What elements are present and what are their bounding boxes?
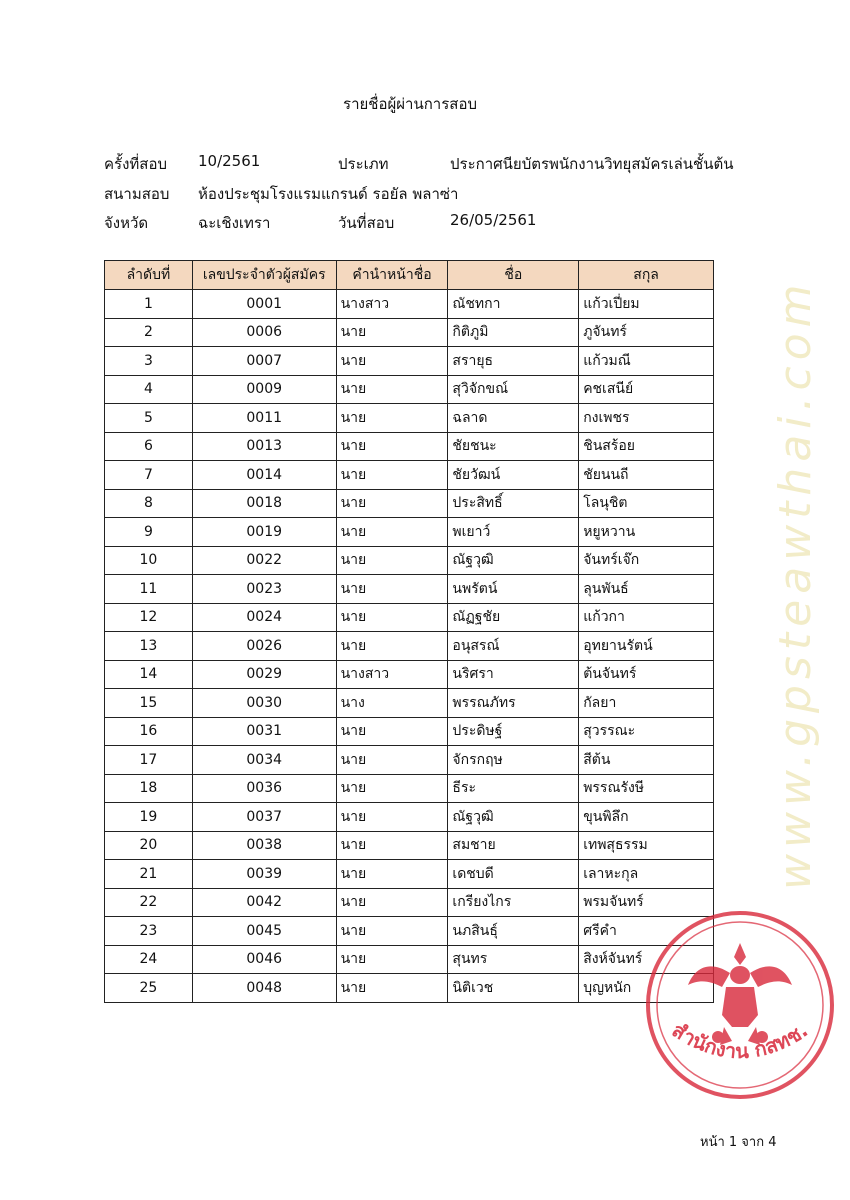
row-number-cell: 1	[105, 290, 193, 319]
first-name-cell: ชัยวัฒน์	[448, 461, 579, 490]
row-number-cell: 19	[105, 803, 193, 832]
name-prefix-cell: นาย	[336, 717, 448, 746]
applicant-id-cell: 0038	[192, 831, 336, 860]
table-row	[105, 831, 714, 860]
name-prefix-cell: นาย	[336, 603, 448, 632]
applicant-id-cell: 0048	[192, 974, 336, 1003]
last-name-cell: กัลยา	[579, 689, 714, 718]
name-prefix-cell: นาย	[336, 831, 448, 860]
table-row	[105, 461, 714, 490]
header-order: ลำดับที่	[105, 261, 193, 290]
applicant-id-cell: 0030	[192, 689, 336, 718]
name-prefix-cell: นางสาว	[336, 290, 448, 319]
last-name-cell: ภูจันทร์	[579, 318, 714, 347]
table-row	[105, 860, 714, 889]
last-name-cell: สุวรรณะ	[579, 717, 714, 746]
stamp-text: สำนักงาน กสทช.	[667, 1017, 813, 1064]
name-prefix-cell: นาย	[336, 774, 448, 803]
row-number-cell: 25	[105, 974, 193, 1003]
table-row	[105, 945, 714, 974]
nbtc-seal-stamp	[640, 905, 840, 1105]
row-number-cell: 16	[105, 717, 193, 746]
table-row	[105, 432, 714, 461]
last-name-cell: หยูหวาน	[579, 518, 714, 547]
table-row	[105, 917, 714, 946]
last-name-cell: คชเสนีย์	[579, 375, 714, 404]
applicant-id-cell: 0009	[192, 375, 336, 404]
first-name-cell: สรายุธ	[448, 347, 579, 376]
applicant-id-cell: 0046	[192, 945, 336, 974]
applicant-id-cell: 0011	[192, 404, 336, 433]
first-name-cell: พเยาว์	[448, 518, 579, 547]
name-prefix-cell: นาย	[336, 632, 448, 661]
last-name-cell: ลุนพันธ์	[579, 575, 714, 604]
last-name-cell: แก้วเปี่ยม	[579, 290, 714, 319]
table-row	[105, 404, 714, 433]
name-prefix-cell: นาย	[336, 974, 448, 1003]
applicant-id-cell: 0031	[192, 717, 336, 746]
name-prefix-cell: นาย	[336, 803, 448, 832]
table-row	[105, 546, 714, 575]
applicant-id-cell: 0019	[192, 518, 336, 547]
row-number-cell: 22	[105, 888, 193, 917]
row-number-cell: 6	[105, 432, 193, 461]
name-prefix-cell: นาย	[336, 546, 448, 575]
first-name-cell: สมชาย	[448, 831, 579, 860]
page-number: หน้า 1 จาก 4	[700, 1135, 777, 1150]
table-row	[105, 774, 714, 803]
first-name-cell: นริศรา	[448, 660, 579, 689]
first-name-cell: เดชบดี	[448, 860, 579, 889]
first-name-cell: อนุสรณ์	[448, 632, 579, 661]
row-number-cell: 10	[105, 546, 193, 575]
row-number-cell: 24	[105, 945, 193, 974]
row-number-cell: 11	[105, 575, 193, 604]
venue-value: ห้องประชุมโรงแรมแกรนด์ รอยัล พลาซ่า	[198, 185, 459, 203]
table-row	[105, 318, 714, 347]
first-name-cell: ประสิทธิ์	[448, 489, 579, 518]
garuda-emblem-icon	[688, 943, 792, 1045]
row-number-cell: 7	[105, 461, 193, 490]
last-name-cell: แก้วกา	[579, 603, 714, 632]
last-name-cell: พรมจันทร์	[579, 888, 714, 917]
table-row	[105, 689, 714, 718]
first-name-cell: นิติเวช	[448, 974, 579, 1003]
first-name-cell: นภสินธุ์	[448, 917, 579, 946]
first-name-cell: นพรัตน์	[448, 575, 579, 604]
name-prefix-cell: นาย	[336, 860, 448, 889]
applicant-id-cell: 0014	[192, 461, 336, 490]
type-label: ประเภท	[338, 155, 389, 173]
last-name-cell: ขุนพิลึก	[579, 803, 714, 832]
first-name-cell: ณัฏฐชัย	[448, 603, 579, 632]
name-prefix-cell: นาย	[336, 318, 448, 347]
row-number-cell: 18	[105, 774, 193, 803]
header-prefix: คำนำหน้าชื่อ	[336, 261, 448, 290]
last-name-cell: ต้นจันทร์	[579, 660, 714, 689]
applicant-id-cell: 0029	[192, 660, 336, 689]
type-value: ประกาศนียบัตรพนักงานวิทยุสมัครเล่นชั้นต้น	[450, 155, 734, 173]
last-name-cell: บุญหนัก	[579, 974, 714, 1003]
table-row	[105, 489, 714, 518]
date-value: 26/05/2561	[450, 211, 537, 229]
table-row	[105, 375, 714, 404]
table-row	[105, 347, 714, 376]
applicant-id-cell: 0023	[192, 575, 336, 604]
row-number-cell: 14	[105, 660, 193, 689]
applicant-id-cell: 0018	[192, 489, 336, 518]
row-number-cell: 15	[105, 689, 193, 718]
name-prefix-cell: นาย	[336, 575, 448, 604]
first-name-cell: ณัชทกา	[448, 290, 579, 319]
applicant-id-cell: 0013	[192, 432, 336, 461]
name-prefix-cell: นาย	[336, 347, 448, 376]
first-name-cell: ณัฐวุฒิ	[448, 546, 579, 575]
applicant-id-cell: 0039	[192, 860, 336, 889]
first-name-cell: ชัยชนะ	[448, 432, 579, 461]
applicant-id-cell: 0034	[192, 746, 336, 775]
last-name-cell: จันทร์เจ๊ก	[579, 546, 714, 575]
last-name-cell: เทพสุธรรม	[579, 831, 714, 860]
name-prefix-cell: นาย	[336, 461, 448, 490]
name-prefix-cell: นาย	[336, 375, 448, 404]
last-name-cell: แก้วมณี	[579, 347, 714, 376]
province-label: จังหวัด	[104, 214, 149, 232]
row-number-cell: 4	[105, 375, 193, 404]
row-number-cell: 5	[105, 404, 193, 433]
last-name-cell: ชัยนนถี	[579, 461, 714, 490]
last-name-cell: อุทยานรัตน์	[579, 632, 714, 661]
table-row	[105, 632, 714, 661]
table-row	[105, 575, 714, 604]
row-number-cell: 8	[105, 489, 193, 518]
first-name-cell: พรรณภัทร	[448, 689, 579, 718]
table-header-row	[105, 261, 714, 290]
first-name-cell: สุวิจักขณ์	[448, 375, 579, 404]
last-name-cell: สิงห์จันทร์	[579, 945, 714, 974]
table-row	[105, 803, 714, 832]
first-name-cell: กิติภูมิ	[448, 318, 579, 347]
applicant-id-cell: 0045	[192, 917, 336, 946]
applicant-id-cell: 0042	[192, 888, 336, 917]
table-row	[105, 518, 714, 547]
name-prefix-cell: นาย	[336, 518, 448, 547]
table-row	[105, 290, 714, 319]
first-name-cell: ธีระ	[448, 774, 579, 803]
name-prefix-cell: นาย	[336, 404, 448, 433]
name-prefix-cell: นาย	[336, 432, 448, 461]
row-number-cell: 2	[105, 318, 193, 347]
row-number-cell: 13	[105, 632, 193, 661]
round-label: ครั้งที่สอบ	[104, 155, 167, 173]
header-first-name: ชื่อ	[448, 261, 579, 290]
name-prefix-cell: นาย	[336, 489, 448, 518]
row-number-cell: 12	[105, 603, 193, 632]
first-name-cell: ประดิษฐ์	[448, 717, 579, 746]
first-name-cell: ฉลาด	[448, 404, 579, 433]
page-title: รายชื่อผู้ผ่านการสอบ	[343, 95, 477, 113]
header-last-name: สกุล	[579, 261, 714, 290]
last-name-cell: โลนุชิต	[579, 489, 714, 518]
applicant-id-cell: 0001	[192, 290, 336, 319]
applicant-id-cell: 0036	[192, 774, 336, 803]
table-row	[105, 660, 714, 689]
name-prefix-cell: นาย	[336, 945, 448, 974]
applicant-id-cell: 0007	[192, 347, 336, 376]
last-name-cell: ชินสร้อย	[579, 432, 714, 461]
table-row	[105, 974, 714, 1003]
last-name-cell: เลาหะกุล	[579, 860, 714, 889]
watermark: www.gpsteawthai.com	[770, 278, 821, 890]
header-applicant-id: เลขประจำตัวผู้สมัคร	[192, 261, 336, 290]
last-name-cell: สีต้น	[579, 746, 714, 775]
applicant-id-cell: 0024	[192, 603, 336, 632]
row-number-cell: 21	[105, 860, 193, 889]
applicant-id-cell: 0026	[192, 632, 336, 661]
row-number-cell: 23	[105, 917, 193, 946]
table-row	[105, 746, 714, 775]
results-table	[104, 260, 714, 1003]
last-name-cell: ศรีคำ	[579, 917, 714, 946]
name-prefix-cell: นาง	[336, 689, 448, 718]
date-label: วันที่สอบ	[338, 214, 395, 232]
venue-label: สนามสอบ	[104, 185, 170, 203]
round-value: 10/2561	[198, 152, 261, 170]
applicant-id-cell: 0037	[192, 803, 336, 832]
row-number-cell: 20	[105, 831, 193, 860]
name-prefix-cell: นาย	[336, 917, 448, 946]
province-value: ฉะเชิงเทรา	[198, 214, 271, 232]
table-row	[105, 717, 714, 746]
last-name-cell: กงเพชร	[579, 404, 714, 433]
first-name-cell: จักรกฤษ	[448, 746, 579, 775]
first-name-cell: เกรียงไกร	[448, 888, 579, 917]
first-name-cell: สุนทร	[448, 945, 579, 974]
name-prefix-cell: นาย	[336, 746, 448, 775]
applicant-id-cell: 0022	[192, 546, 336, 575]
row-number-cell: 17	[105, 746, 193, 775]
table-row	[105, 603, 714, 632]
first-name-cell: ณัฐวุฒิ	[448, 803, 579, 832]
last-name-cell: พรรณรังษี	[579, 774, 714, 803]
name-prefix-cell: นางสาว	[336, 660, 448, 689]
row-number-cell: 9	[105, 518, 193, 547]
table-row	[105, 888, 714, 917]
applicant-id-cell: 0006	[192, 318, 336, 347]
row-number-cell: 3	[105, 347, 193, 376]
name-prefix-cell: นาย	[336, 888, 448, 917]
